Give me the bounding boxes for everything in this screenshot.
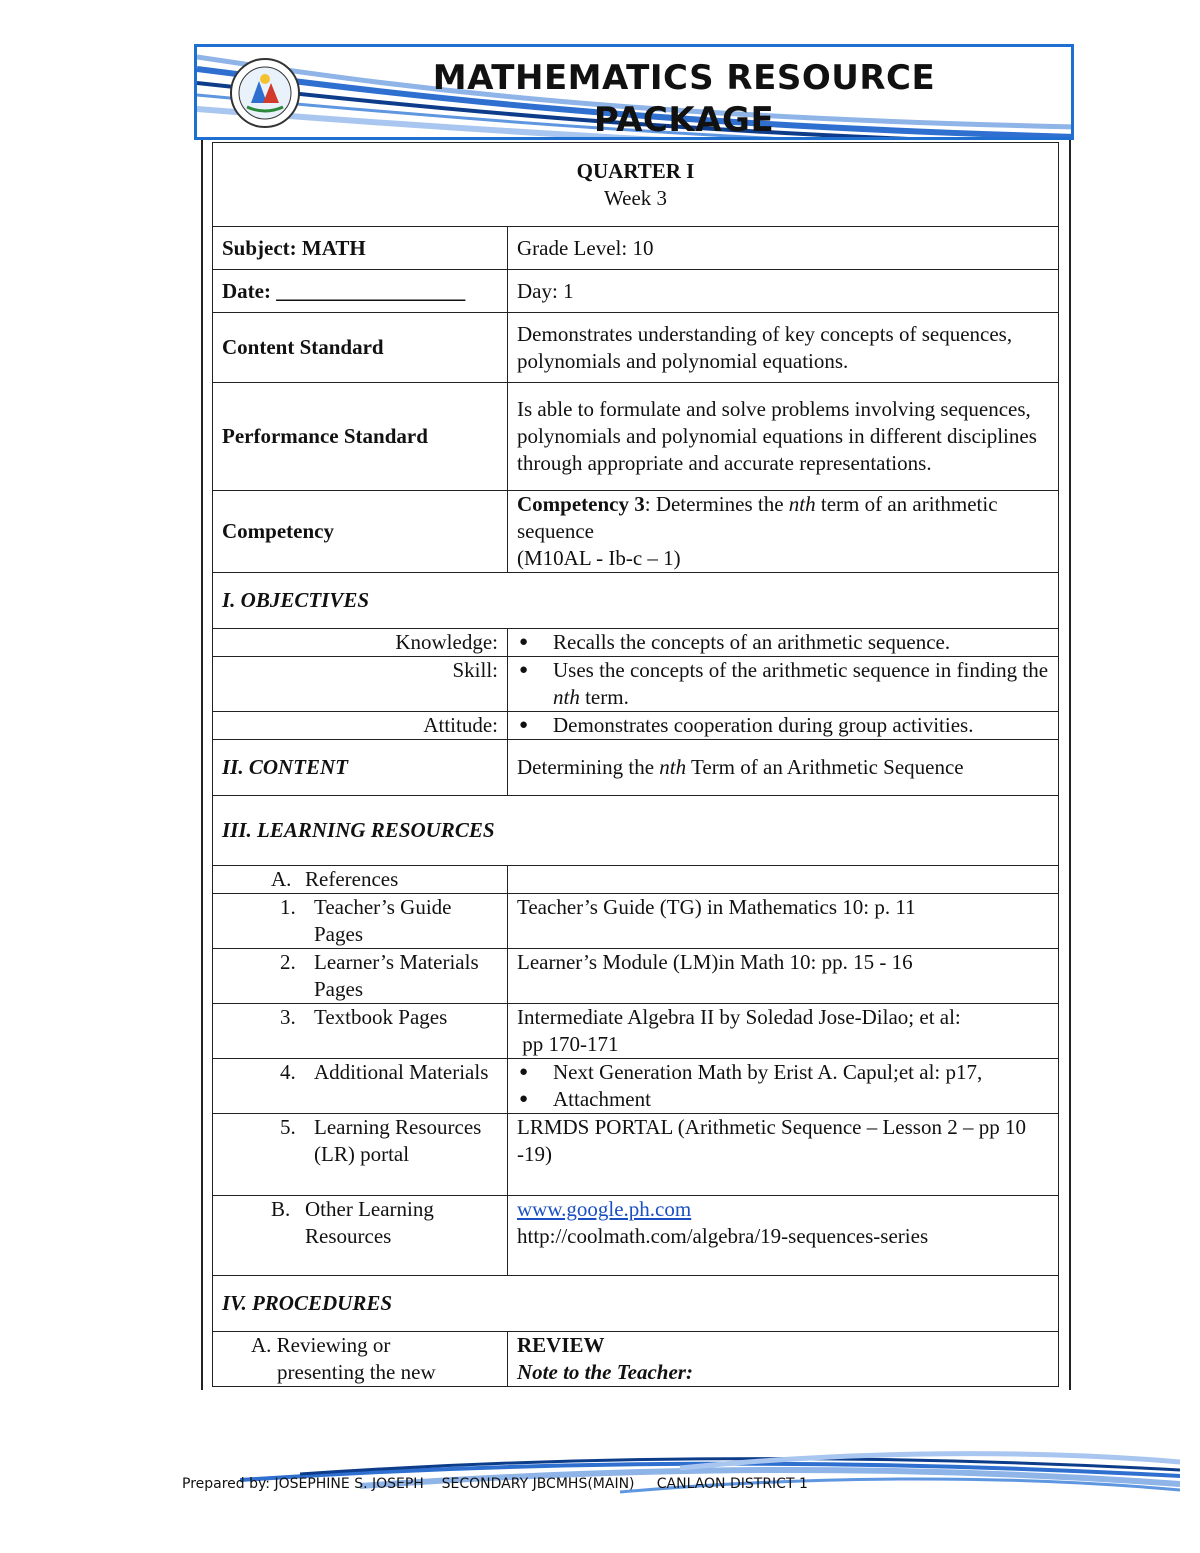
- banner-title-line2: PACKAGE: [593, 100, 775, 140]
- quarter-row: [213, 143, 1059, 227]
- deped-seal-icon: [229, 57, 301, 129]
- week-label: Week 3: [603, 185, 668, 210]
- review-label: REVIEW: [517, 1333, 605, 1357]
- lr-portal-number: 5.: [280, 1115, 296, 1139]
- google-link[interactable]: www.google.ph.com: [517, 1197, 692, 1221]
- date-cell: Date: __________________: [213, 270, 508, 313]
- additional-materials-label: Additional Materials: [314, 1060, 489, 1084]
- skill-cell: [508, 657, 1059, 712]
- attitude-row: [213, 712, 1059, 740]
- competency-nth: nth: [788, 492, 816, 516]
- competency-text-b: term of an arithmetic sequence: [517, 492, 998, 543]
- references-row: [213, 866, 1059, 894]
- references-value-cell: [508, 866, 1059, 894]
- other-resources-row: [213, 1196, 1059, 1276]
- textbook-number: 3.: [280, 1005, 296, 1029]
- references-label-cell: [213, 866, 508, 894]
- teachers-guide-label-cell: [213, 894, 508, 949]
- grade-level-cell: Grade Level: 10: [508, 227, 1059, 270]
- lr-portal-value: LRMDS PORTAL (Arithmetic Sequence – Lesson 2 – pp 10 -19): [508, 1114, 1059, 1196]
- learners-materials-label: Learner’s Materials Pages: [314, 950, 479, 1001]
- coolmath-url: http://coolmath.com/algebra/19-sequences-series: [517, 1224, 929, 1248]
- performance-standard-value: Is able to formulate and solve problems involving sequences, polynomials and polynomial equations in different disciplines through appropriate and accurate representations.: [508, 383, 1059, 491]
- objectives-heading-row: [213, 573, 1059, 629]
- quarter-label: QUARTER I: [576, 158, 695, 183]
- additional-materials-label-cell: [213, 1059, 508, 1114]
- additional-material-item: ● Next Generation Math by Erist A. Capul;et al: p17,: [517, 1059, 1049, 1086]
- prepared-by: Prepared by: JOSEPHINE S. JOSEPH SECONDARY JBCMHS(MAIN) CANLAON DISTRICT 1: [182, 1476, 808, 1492]
- lesson-plan-table: [212, 142, 1059, 1387]
- learners-materials-label-cell: [213, 949, 508, 1004]
- footer-swoosh-graphic: [240, 1440, 1180, 1510]
- learners-materials-number: 2.: [280, 950, 296, 974]
- procedure-a-row: [213, 1332, 1059, 1387]
- procedures-heading: IV. PROCEDURES: [213, 1276, 1059, 1332]
- textbook-label-cell: [213, 1004, 508, 1059]
- procedure-a-label-line2: presenting the new: [277, 1360, 436, 1384]
- teachers-guide-row: [213, 894, 1059, 949]
- procedures-heading-row: [213, 1276, 1059, 1332]
- skill-row: [213, 657, 1059, 712]
- performance-standard-row: [213, 383, 1059, 491]
- subject-row: [213, 227, 1059, 270]
- textbook-value: [508, 1004, 1059, 1059]
- procedure-a-label-line1: A. Reviewing or: [251, 1333, 391, 1357]
- competency-code: (M10AL - Ib-c – 1): [517, 546, 681, 570]
- other-resources-label: Other Learning Resources: [305, 1197, 434, 1248]
- textbook-label: Textbook Pages: [314, 1005, 448, 1029]
- additional-materials-number: 4.: [280, 1060, 296, 1084]
- skill-item: [517, 657, 1049, 711]
- additional-materials-row: [213, 1059, 1059, 1114]
- content-row: [213, 740, 1059, 796]
- resources-heading: III. LEARNING RESOURCES: [213, 796, 1059, 866]
- other-resources-letter: B.: [271, 1197, 291, 1221]
- skill-text-a: Uses the concepts of the arithmetic sequence in finding the: [553, 658, 1049, 682]
- performance-standard-label: Performance Standard: [213, 383, 508, 491]
- content-heading: II. CONTENT: [213, 740, 508, 796]
- lr-portal-label-cell: [213, 1114, 508, 1196]
- lr-portal-label: Learning Resources (LR) portal: [314, 1115, 482, 1166]
- other-resources-label-cell: [213, 1196, 508, 1276]
- additional-materials-value: [508, 1059, 1059, 1114]
- content-text-a: Determining the: [517, 755, 660, 779]
- attitude-label: Attitude:: [213, 712, 508, 740]
- content-nth: nth: [659, 755, 687, 779]
- skill-text-b: term.: [579, 685, 629, 709]
- references-label: References: [305, 867, 399, 891]
- competency-text-a: : Determines the: [644, 492, 789, 516]
- procedure-a-value: [508, 1332, 1059, 1387]
- quarter-cell: [213, 143, 1059, 227]
- objectives-heading: I. OBJECTIVES: [213, 573, 1059, 629]
- knowledge-cell: [508, 629, 1059, 657]
- learners-materials-value: Learner’s Module (LM)in Math 10: pp. 15 - 16: [508, 949, 1059, 1004]
- content-value: [508, 740, 1059, 796]
- additional-material-item: ● Attachment: [517, 1086, 1049, 1113]
- competency-label: Competency: [213, 491, 508, 573]
- other-resources-value: [508, 1196, 1059, 1276]
- knowledge-label: Knowledge:: [213, 629, 508, 657]
- banner-title-line1: MATHEMATICS RESOURCE: [432, 58, 936, 98]
- day-cell: Day: 1: [508, 270, 1059, 313]
- content-standard-value: Demonstrates understanding of key concepts of sequences, polynomials and polynomial equations.: [508, 313, 1059, 383]
- content-standard-row: [213, 313, 1059, 383]
- header-banner: [194, 44, 1074, 140]
- date-row: [213, 270, 1059, 313]
- teachers-guide-label: Teacher’s Guide Pages: [314, 895, 452, 946]
- learners-materials-row: [213, 949, 1059, 1004]
- references-letter: A.: [271, 867, 292, 891]
- textbook-value-line2: pp 170-171: [517, 1032, 619, 1056]
- content-standard-label: Content Standard: [213, 313, 508, 383]
- attitude-cell: [508, 712, 1059, 740]
- note-to-teacher: Note to the Teacher:: [517, 1360, 693, 1384]
- attitude-item: ● Demonstrates cooperation during group activities.: [517, 712, 1049, 739]
- teachers-guide-number: 1.: [280, 895, 296, 919]
- skill-label: Skill:: [213, 657, 508, 712]
- content-text-b: Term of an Arithmetic Sequence: [686, 755, 964, 779]
- teachers-guide-value: Teacher’s Guide (TG) in Mathematics 10: p. 11: [508, 894, 1059, 949]
- competency-number: Competency 3: [517, 492, 645, 516]
- banner-title: [317, 57, 1051, 140]
- knowledge-row: [213, 629, 1059, 657]
- procedure-a-label-cell: [213, 1332, 508, 1387]
- textbook-value-line1: Intermediate Algebra II by Soledad Jose-Dilao; et al:: [517, 1005, 961, 1029]
- knowledge-item: ● Recalls the concepts of an arithmetic sequence.: [517, 629, 1049, 656]
- subject-cell: Subject: MATH: [213, 227, 508, 270]
- competency-row: [213, 491, 1059, 573]
- textbook-row: [213, 1004, 1059, 1059]
- skill-nth: nth: [553, 685, 580, 709]
- lr-portal-row: [213, 1114, 1059, 1196]
- competency-value: [508, 491, 1059, 573]
- resources-heading-row: [213, 796, 1059, 866]
